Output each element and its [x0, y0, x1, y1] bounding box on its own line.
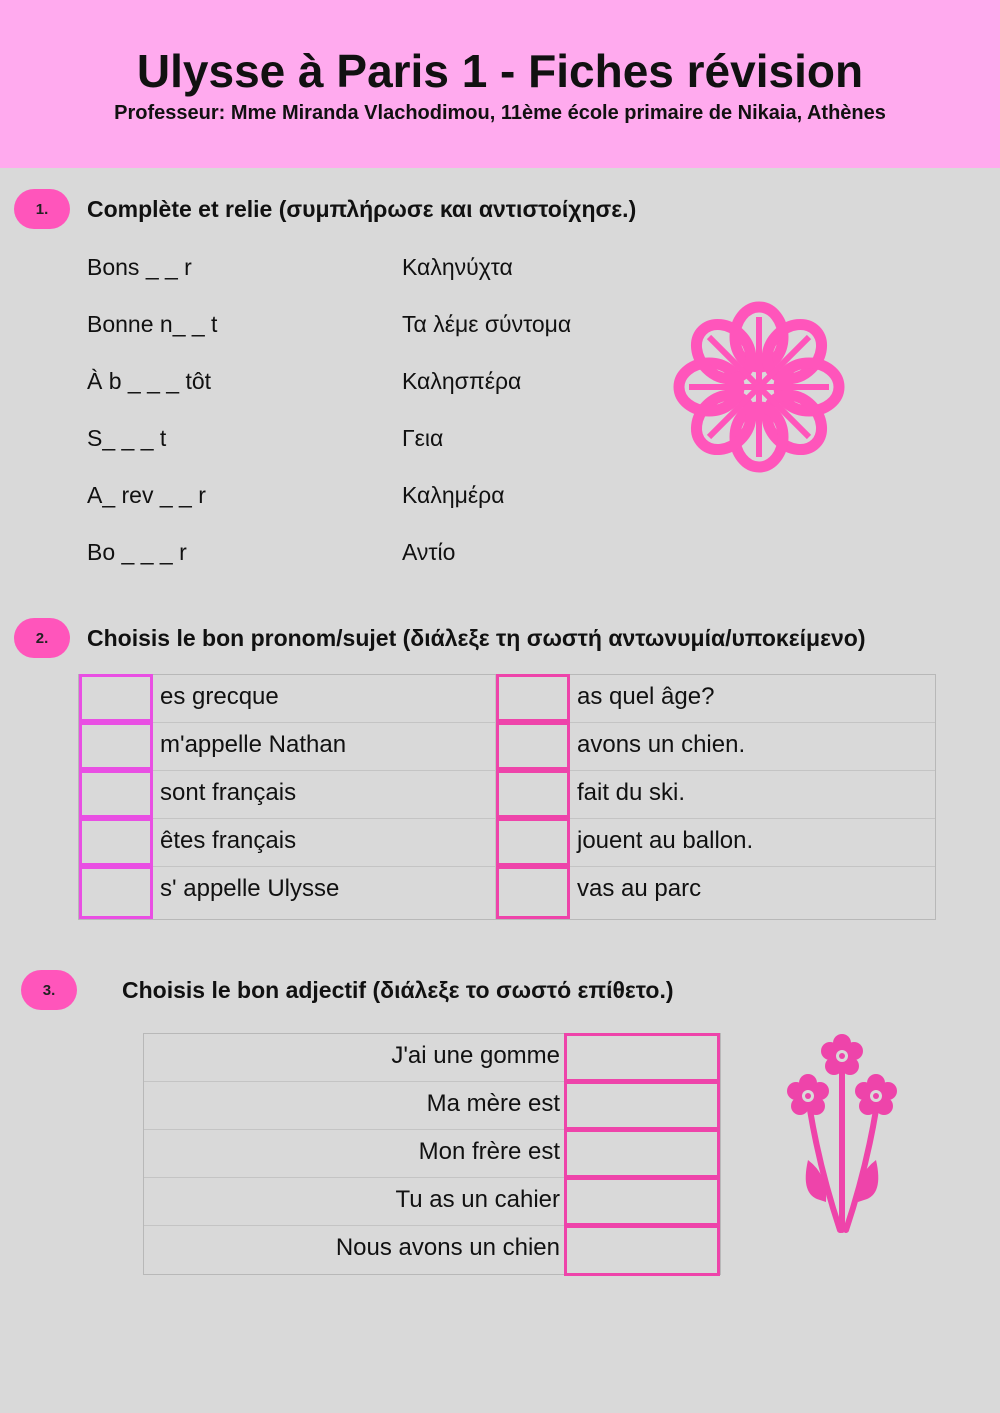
answer-box[interactable]: [564, 1129, 720, 1178]
page-subtitle: Professeur: Mme Miranda Vlachodimou, 11ème école primaire de Nikaia, Athènes: [114, 102, 886, 124]
section-2-title: Choisis le bon pronom/sujet (διάλεξε τη σωστή αντωνυμία/υποκείμενο): [87, 625, 866, 651]
sentence-text: m'appelle Nathan: [160, 731, 347, 758]
answer-box[interactable]: [496, 722, 570, 770]
adjective-table: [143, 1033, 721, 1275]
french-greeting: À b _ _ _ tôt: [87, 368, 212, 394]
french-greeting: Bo _ _ _ r: [87, 539, 187, 565]
sentence-text: es grecque: [160, 683, 279, 710]
sentence-text: êtes français: [160, 827, 297, 854]
answer-box[interactable]: [496, 674, 570, 722]
answer-box[interactable]: [564, 1177, 720, 1226]
sentence-text: J'ai une gomme: [391, 1042, 560, 1069]
section-1-title: Complète et relie (συμπλήρωσε και αντιστοίχησε.): [87, 196, 637, 222]
answer-box[interactable]: [496, 770, 570, 818]
table-row: [79, 675, 935, 723]
answer-box[interactable]: [79, 770, 153, 818]
table-row: [79, 771, 935, 819]
sentence-text: vas au parc: [577, 875, 702, 902]
table-row: [79, 867, 935, 915]
table-row: [79, 819, 935, 867]
sentence-text: Mon frère est: [418, 1138, 560, 1165]
sentence-text: Tu as un cahier: [395, 1186, 560, 1213]
section-3-title: Choisis le bon adjectif (διάλεξε το σωστό επίθετο.): [122, 977, 674, 1003]
greek-greeting: Τα λέμε σύντομα: [402, 311, 572, 337]
section-3-badge: 3.: [21, 970, 77, 1010]
french-greeting: Bonne n_ _ t: [87, 311, 218, 337]
greek-greeting: Καληνύχτα: [402, 254, 513, 280]
greek-greeting: Καλημέρα: [402, 482, 505, 508]
table-row: [79, 723, 935, 771]
sentence-text: fait du ski.: [577, 779, 686, 806]
table-row: [144, 1082, 720, 1130]
answer-box[interactable]: [79, 866, 153, 919]
sentence-text: Ma mère est: [426, 1090, 560, 1117]
answer-box[interactable]: [79, 674, 153, 722]
french-greeting: A_ rev _ _ r: [87, 482, 206, 508]
french-greeting: S_ _ _ t: [87, 425, 167, 451]
french-greeting: Bons _ _ r: [87, 254, 192, 280]
flower-bouquet-icon: [780, 1030, 910, 1240]
flower-outline-icon: [672, 300, 846, 474]
sentence-text: avons un chien.: [577, 731, 746, 758]
greek-greeting: Καλησπέρα: [402, 368, 522, 394]
table-row: [144, 1034, 720, 1082]
table-row: [144, 1178, 720, 1226]
answer-box[interactable]: [79, 722, 153, 770]
table-row: [144, 1226, 720, 1274]
greek-greeting: Γεια: [402, 425, 444, 451]
greek-greeting: Αντίο: [402, 539, 456, 565]
answer-box[interactable]: [79, 818, 153, 866]
page-header: [0, 0, 1000, 168]
answer-box[interactable]: [564, 1225, 720, 1276]
answer-box[interactable]: [564, 1033, 720, 1082]
section-1-badge: 1.: [14, 189, 70, 229]
answer-box[interactable]: [496, 818, 570, 866]
answer-box[interactable]: [496, 866, 570, 919]
sentence-text: Nous avons un chien: [335, 1234, 560, 1261]
page-title: Ulysse à Paris 1 - Fiches révision: [136, 45, 864, 97]
sentence-text: jouent au ballon.: [577, 827, 754, 854]
sentence-text: sont français: [160, 779, 297, 806]
pronoun-table: [78, 674, 936, 920]
sentence-text: s' appelle Ulysse: [160, 875, 340, 902]
table-row: [144, 1130, 720, 1178]
answer-box[interactable]: [564, 1081, 720, 1130]
section-2-badge: 2.: [14, 618, 70, 658]
sentence-text: as quel âge?: [577, 683, 715, 710]
